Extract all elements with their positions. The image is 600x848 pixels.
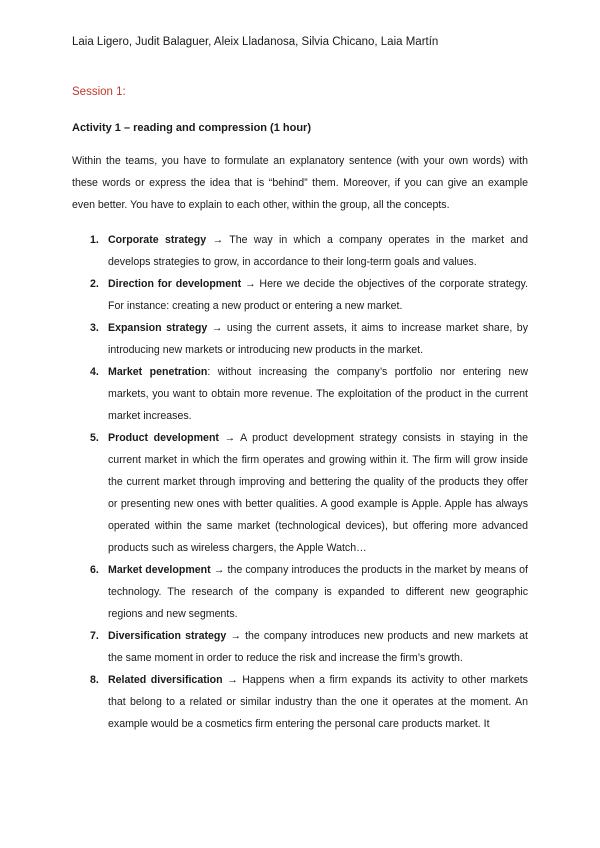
concept-list: [72, 229, 528, 735]
list-item: [72, 669, 528, 735]
item-text: [108, 361, 528, 427]
item-description: the company introduces the products in the market by means of technology. The research of the company is expanded to different new geographic regions and new segments.: [108, 564, 528, 620]
item-description: using the current assets, it aims to increase market share, by introducing new markets or introducing new products in the market.: [108, 322, 528, 356]
item-description: A product development strategy consists in staying in the current market in which the firm operates and growing within it. The firm will grow inside the current market through improving and bettering the quality of the products they offer or presenting new ones with better qualities. A good example is Apple. Apple has always operated within the same market (technological devices), but offering more advanced products such as wireless chargers, the Apple Watch…: [108, 432, 528, 554]
authors-header: Laia Ligero, Judit Balaguer, Aleix Lladanosa, Silvia Chicano, Laia Martín: [72, 36, 439, 48]
item-term: Corporate strategy: [108, 234, 207, 246]
item-separator: →: [207, 322, 227, 334]
list-item: [72, 229, 528, 273]
item-text: [108, 317, 528, 361]
item-separator: →: [222, 674, 243, 686]
item-term: Market penetration: [108, 366, 208, 378]
item-term: Diversification strategy: [108, 630, 227, 642]
activity-intro: Within the teams, you have to formulate an explanatory sentence (with your own words) with these words or express the idea that is “behind” them. Moreover, if you can give an example even better. You have to explain to each other, within the group, all the concepts.: [72, 155, 528, 211]
item-text: [108, 273, 528, 317]
item-description: The way in which a company operates in the market and develops strategies to grow, in accordance to their long-term goals and values.: [108, 234, 529, 268]
item-description: without increasing the company’s portfolio nor entering new markets, you want to obtain more revenue. The exploitation of the product in the current market increases.: [108, 366, 528, 422]
item-separator: →: [218, 432, 241, 444]
item-number: 6.: [90, 564, 99, 576]
item-number: 2.: [90, 278, 99, 290]
item-separator: →: [210, 564, 228, 576]
list-item: [72, 625, 528, 669]
item-separator: →: [206, 234, 230, 246]
item-number: 5.: [90, 432, 99, 444]
item-text: [108, 559, 528, 625]
item-number: 4.: [90, 366, 99, 378]
list-item: [72, 273, 528, 317]
item-separator: →: [241, 278, 260, 290]
session-title: Session 1:: [72, 86, 126, 98]
item-description: Here we decide the objectives of the corporate strategy. For instance: creating a new product or entering a new market.: [108, 278, 529, 312]
item-term: Related diversification: [108, 674, 223, 686]
activity-title: Activity 1 – reading and compression (1 hour): [72, 122, 311, 134]
list-item: [72, 361, 528, 427]
item-text: [108, 669, 528, 735]
item-number: 7.: [90, 630, 99, 642]
list-item: [72, 317, 528, 361]
item-number: 3.: [90, 322, 99, 334]
item-text: [108, 625, 528, 669]
item-term: Product development: [108, 432, 219, 444]
item-number: 1.: [90, 234, 99, 246]
item-term: Market development: [108, 564, 211, 576]
list-item: [72, 427, 528, 559]
item-number: 8.: [90, 674, 99, 686]
item-separator: →: [226, 630, 246, 642]
item-text: [108, 229, 528, 273]
item-separator: :: [207, 366, 218, 378]
item-term: Expansion strategy: [108, 322, 208, 334]
item-description: the company introduces new products and new markets at the same moment in order to reduce the risk and increase the firm’s growth.: [108, 630, 528, 664]
item-description: Happens when a firm expands its activity to other markets that belong to a related or similar industry than the one it operates at the moment. An example would be a cosmetics firm entering the personal care products market. It: [108, 674, 528, 730]
list-item: [72, 559, 528, 625]
item-text: [108, 427, 528, 559]
item-term: Direction for development: [108, 278, 242, 290]
